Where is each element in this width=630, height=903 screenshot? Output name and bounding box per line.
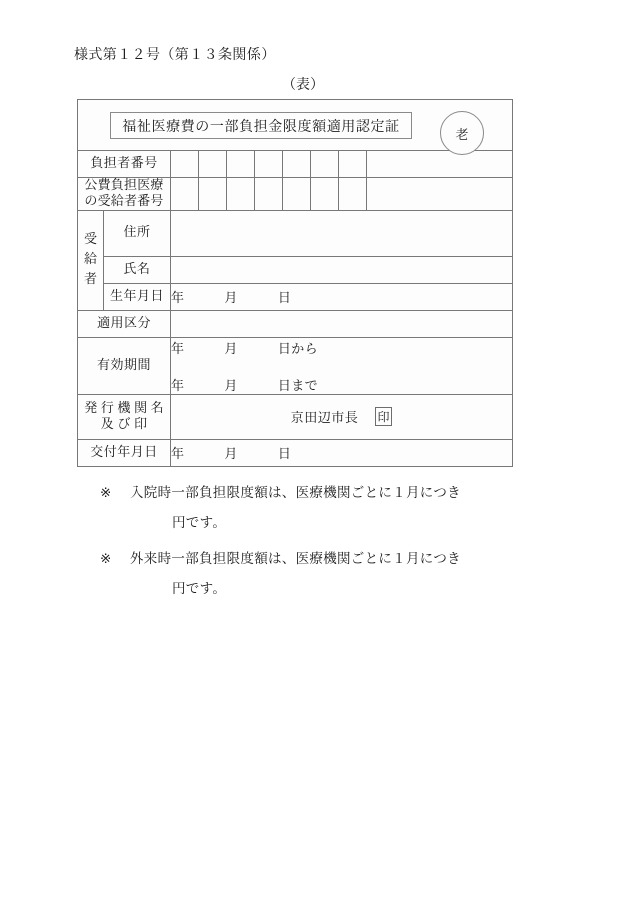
recipient-group-label — [78, 210, 104, 310]
birthdate-label: 生年月日 — [104, 283, 171, 310]
seal-icon: 印 — [375, 407, 392, 426]
reference-mark-icon: ※ — [100, 551, 112, 567]
public-recipient-number-cell[interactable] — [171, 178, 199, 211]
issue-date-day: 日 — [277, 447, 292, 463]
public-recipient-number-row — [78, 178, 513, 211]
valid-period-row — [78, 337, 513, 394]
issue-date-label: 交付年月日 — [78, 439, 171, 466]
address-value[interactable] — [171, 210, 513, 256]
recipient-address-row — [78, 210, 513, 256]
public-recipient-number-cell[interactable] — [199, 178, 227, 211]
public-recipient-label-line1: 公費負担医療 — [84, 178, 164, 193]
footnote-inpatient-head — [100, 481, 560, 501]
footnote-outpatient-tail: 円です。 — [172, 581, 227, 597]
footnote-inpatient-tail: 円です。 — [172, 515, 227, 531]
address-label: 住所 — [104, 210, 171, 256]
issuer-value — [171, 394, 513, 439]
side-label: （表） — [282, 77, 324, 93]
valid-from-year: 年 — [171, 341, 185, 357]
birthdate-value[interactable] — [171, 283, 513, 310]
public-recipient-number-label — [78, 178, 171, 211]
certificate-table — [77, 99, 513, 467]
title-cell — [78, 100, 513, 151]
name-label: 氏名 — [104, 256, 171, 283]
public-recipient-spare-cell — [367, 178, 513, 211]
public-recipient-number-cell[interactable] — [255, 178, 283, 211]
recipient-group-label-text: 受 給 者 — [83, 232, 97, 288]
recipient-name-row — [78, 256, 513, 283]
category-label: 適用区分 — [78, 310, 171, 337]
payer-number-cell[interactable] — [311, 151, 339, 178]
issuer-name: 京田辺市長 — [290, 411, 359, 427]
title-row — [78, 100, 513, 151]
birthdate-day: 日 — [277, 291, 292, 307]
payer-number-cell[interactable] — [283, 151, 311, 178]
footnote-inpatient — [100, 481, 560, 531]
birthdate-line — [171, 287, 512, 306]
issue-date-year: 年 — [171, 447, 185, 463]
payer-number-label: 負担者番号 — [78, 151, 171, 178]
age-mark-circle: 老 — [440, 111, 484, 155]
issuer-label-line2: 及び印 — [100, 416, 151, 432]
issuer-label-line1: 発行機関名 — [84, 400, 168, 416]
reference-mark-icon: ※ — [100, 485, 112, 501]
public-recipient-number-cell[interactable] — [283, 178, 311, 211]
issuer-label — [78, 394, 171, 439]
footnote-outpatient-text: 外来時一部負担限度額は、医療機関ごとに１月につき — [130, 551, 461, 567]
footnote-outpatient — [100, 547, 560, 597]
valid-from-line — [171, 338, 512, 357]
payer-number-cell[interactable] — [227, 151, 255, 178]
issuer-row — [78, 394, 513, 439]
valid-period-value[interactable] — [171, 337, 513, 394]
issue-date-value[interactable] — [171, 439, 513, 466]
category-row — [78, 310, 513, 337]
public-recipient-number-cell[interactable] — [227, 178, 255, 211]
payer-number-cell[interactable] — [171, 151, 199, 178]
footnote-outpatient-head — [100, 547, 560, 567]
birthdate-year: 年 — [171, 291, 185, 307]
issue-date-month: 月 — [224, 447, 238, 463]
footnote-inpatient-text: 入院時一部負担限度額は、医療機関ごとに１月につき — [130, 485, 461, 501]
valid-to-day: 日まで — [277, 378, 319, 394]
name-value[interactable] — [171, 256, 513, 283]
birthdate-month: 月 — [224, 291, 238, 307]
issue-date-line — [171, 443, 512, 462]
public-recipient-number-cell[interactable] — [311, 178, 339, 211]
valid-to-line — [171, 375, 512, 394]
payer-number-cell[interactable] — [339, 151, 367, 178]
payer-number-cell[interactable] — [255, 151, 283, 178]
recipient-birthdate-row — [78, 283, 513, 310]
form-number: 様式第１２号（第１３条関係） — [74, 47, 276, 63]
valid-to-year: 年 — [171, 378, 185, 394]
footnotes — [100, 481, 560, 613]
certificate-title: 福祉医療費の一部負担金限度額適用認定証 — [110, 112, 412, 139]
public-recipient-label-line2: の受給者番号 — [84, 193, 164, 209]
issuer-name-wrap — [291, 407, 393, 426]
payer-number-spare-cell — [367, 151, 513, 178]
payer-number-row — [78, 151, 513, 178]
valid-from-month: 月 — [224, 341, 238, 357]
category-value[interactable] — [171, 310, 513, 337]
issue-date-row — [78, 439, 513, 466]
payer-number-cell[interactable] — [199, 151, 227, 178]
valid-period-label: 有効期間 — [78, 337, 171, 394]
valid-from-day: 日から — [277, 341, 319, 357]
public-recipient-number-cell[interactable] — [339, 178, 367, 211]
valid-to-month: 月 — [224, 378, 238, 394]
